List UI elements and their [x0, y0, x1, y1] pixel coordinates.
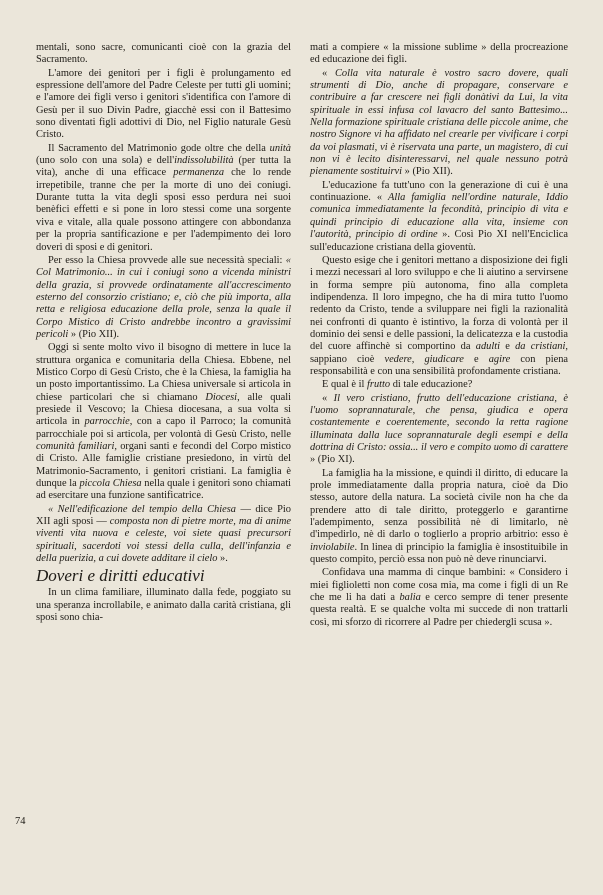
quotation: « Nell'edificazione del tempio della Chiesa: [48, 503, 236, 515]
emphasis: comunità familiari: [36, 441, 115, 452]
emphasis: parrocchie: [84, 416, 130, 428]
paragraph: [36, 143, 291, 254]
emphasis: permanenza: [173, 167, 225, 179]
text: La famiglia ha la missione, e quindi il diritto, di educare la prole immediatamente dalla propria natura, cioè da Dio stesso, autore della natura. La società civile non ha che da prendere atto di tale diritto, proteggerlo e garantirne l'adempimento, senza possibilità nè di limitarlo, nè d'impedirlo, nè di darlo o toglierlo a proprio arbitrio: esso è: [310, 467, 568, 541]
text: E qual è il: [322, 379, 368, 391]
emphasis: piccola Chiesa: [79, 478, 142, 490]
text: e cerco sempre di tener presente questa realtà. E se qualche volta mi succede di non trattarli così, mi sforzo di ricorrere al Padre per chiedergli scusa ».: [310, 592, 568, 628]
paragraph: [36, 42, 291, 67]
emphasis: da cristiani: [515, 341, 566, 353]
paragraph: [36, 68, 291, 142]
text: Oggi si sente molto vivo il bisogno di mettere in luce la struttura organica e comunitaria della Chiesa. Ebbene, nel Mistico Corpo di Gesù Cristo, che è la Chiesa, la famiglia ha un posto importantissimo. La Chiesa universale si articola in chiese particolari che si chiamano: [36, 342, 291, 403]
paragraph: [36, 255, 291, 341]
text: , alle quali presiede il Vescovo; la Chiesa diocesana, a sua volta si articola in: [36, 391, 291, 428]
text: con piena responsabilità e con una sensibilità profondamente cristiana.: [310, 353, 569, 377]
text: ».: [217, 553, 228, 565]
emphasis: Diocesi: [205, 391, 238, 403]
text: mati a compiere « la missione sublime » della procreazione ed educazione dei figli.: [310, 42, 568, 66]
text: «: [322, 67, 335, 79]
emphasis: balia: [399, 592, 421, 604]
paragraph: [310, 393, 568, 467]
text: , con a capo il Parroco; la comunità parrocchiale poi si articola, per volontà di Gesù Cristo, nelle: [36, 416, 291, 440]
text: di tale educazione?: [390, 379, 473, 391]
text: nella quale i genitori sono chiamati ad esercitare una funzione santificatrice.: [36, 478, 291, 502]
section-heading: Doveri e diritti educativi: [36, 566, 205, 586]
emphasis: agire: [488, 353, 511, 365]
emphasis: adulti: [475, 341, 500, 353]
text: e: [463, 353, 489, 365]
text: , sappiano cioè: [310, 341, 568, 365]
paragraph: [36, 504, 291, 566]
paragraph: [310, 468, 568, 567]
right-column: [310, 42, 568, 629]
emphasis: frutto: [367, 379, 391, 391]
paragraph: [310, 255, 568, 378]
emphasis: indissolubilità: [174, 155, 234, 167]
text: Confidava una mamma di cinque bambini: « Considero i miei figlioletti non come cosa mia, ma come i figli di un Re che me li ha dati a: [310, 567, 568, 604]
emphasis: vedere, giudicare: [384, 353, 464, 365]
text: e: [500, 341, 516, 353]
text: che lo rende irrepetibile, tranne che per la morte di uno dei coniugi. Durante tutta la vita degli sposi esso perdura nei suoi benèfici effetti e si pone in loro stessi come una sorgente viva e vitale, alla quale possono attingere con abbondanza per la propria santificazione e per l'adempimento dei loro doveri di sposi e di genitori.: [36, 167, 291, 253]
quotation: « Col Matrimonio... in cui i coniugi sono a vicenda ministri della grazia, si provvede ordinatamente all'accrescimento esterno del consorzio cristiano; e, ciò che più importa, alla retta e religiosa educazione della prole, senza la quale il Corpo Mistico di Cristo andrebbe incontro a gravissimi pericoli: [36, 254, 291, 340]
emphasis: inviolabile: [310, 541, 355, 553]
text: . In linea di principio la famiglia è insostituibile in questo compito, perciò essa non può nè deve rinunciarvi.: [310, 541, 568, 566]
text: Questo esige che i genitori mettano a disposizione dei figli i mezzi necessari al loro sviluppo e che li aiutino a servirsene in forma sempre più autonoma, fino alla completa indipendenza. Il loro impegno, che ha di mira tutto l'uomo redento da Cristo, tende a sviluppare nei figli la razionalità nei confronti di quanto è istintivo, la forza di volontà per il dominio dei sensi e delle passioni, la delicatezza e la custodia del cuore affinchè si comportino da: [310, 254, 568, 353]
paragraph: [310, 567, 568, 629]
text: ». Così Pio XI nell'Enciclica sull'educazione cristiana della gioventù.: [310, 229, 568, 253]
text: mentali, sono sacre, comunicanti cioè con la grazia del Sacramento.: [36, 42, 291, 66]
text: In un clima familiare, illuminato dalla fede, poggiato su una speranza incrollabile, e animato dalla carità cristiana, gli sposi sono chia-: [36, 587, 291, 624]
text: (per tutta la vita), anche di una efficace: [36, 155, 291, 179]
paragraph: [310, 68, 568, 179]
quotation: Il vero cristiano, frutto dell'educazione cristiana, è l'uomo soprannaturale, che pensa, giudica e opera costantemente e coerentemente, secondo la retta ragione illuminata dalla luce soprannaturale degli esempi e della dottrina di Cristo: ossia... il vero e compito uomo di carattere: [310, 392, 568, 453]
paragraph: [310, 379, 568, 391]
paragraph: [310, 42, 568, 67]
text: » (Pio XI).: [310, 454, 355, 466]
quotation: Colla vita naturale è vostro sacro dovere, quali strumenti di Dio, anche di propagare, conservare e contribuire a far crescere nei figli donàtivi da Lui, la vita spirituale in essi infusa col lavacro del santo Battesimo... Nella formazione spirituale cristiana delle piccole anime, che nostro Signore vi ha affidato nel crearle per vivificare i corpi da voi plasmati, vi è riservata una parte, un magistero, di cui non vi è lecito disinteressarvi, nel quale nessuno potrà pienamente sostituirvi: [310, 67, 568, 178]
paragraph: [310, 180, 568, 254]
text: L'amore dei genitori per i figli è prolungamento ed espressione dell'amore del Padre Celeste per tutti gli uomini; e l'amore dei figli verso i genitori s'identifica con l'amore di Gesù per il suo Divin Padre, giacchè essi con il Battesimo sono diventati figli adottivi di Dio, nel Figlio naturale Gesù Cristo.: [36, 67, 291, 141]
text: Per esso la Chiesa provvede alle sue necessità speciali:: [48, 254, 286, 266]
text: , organi santi e fecondi del Corpo mistico di Cristo. Alle famiglie cristiane presiedono, in virtù del Matrimonio-Sacramento, i genitori cristiani. La famiglia è dunque la: [36, 441, 292, 490]
text: (uno solo con una sola) e dell': [36, 155, 175, 167]
text: Il Sacramento del Matrimonio gode oltre che della: [48, 142, 270, 154]
page-number: 74: [15, 816, 26, 827]
quotation: composta non di pietre morte, ma di anime viventi vita nuova e celeste, voi siete quasi precursori spirituali, sacerdoti voi stessi della culla, dell'infanzia e della puerizia, a cui dovete additare il cielo: [36, 516, 291, 565]
text: — dice Pio XII agli sposi —: [36, 503, 291, 528]
paragraph: [36, 342, 291, 502]
text: » (Pio XII).: [68, 328, 120, 340]
text: «: [322, 392, 334, 404]
paragraph: [36, 587, 291, 624]
left-column: [36, 42, 291, 624]
text: L'educazione fa tutt'uno con la generazione di cui è una continuazione. «: [310, 179, 568, 204]
emphasis: unità: [269, 142, 291, 154]
quotation: Alla famiglia nell'ordine naturale, Iddio comunica immediatamente la fecondità, principio di vita e quindi principio di educazione alla vita, insieme con l'autorità, principio di ordine: [310, 192, 568, 241]
text: » (Pio XII).: [402, 166, 453, 178]
